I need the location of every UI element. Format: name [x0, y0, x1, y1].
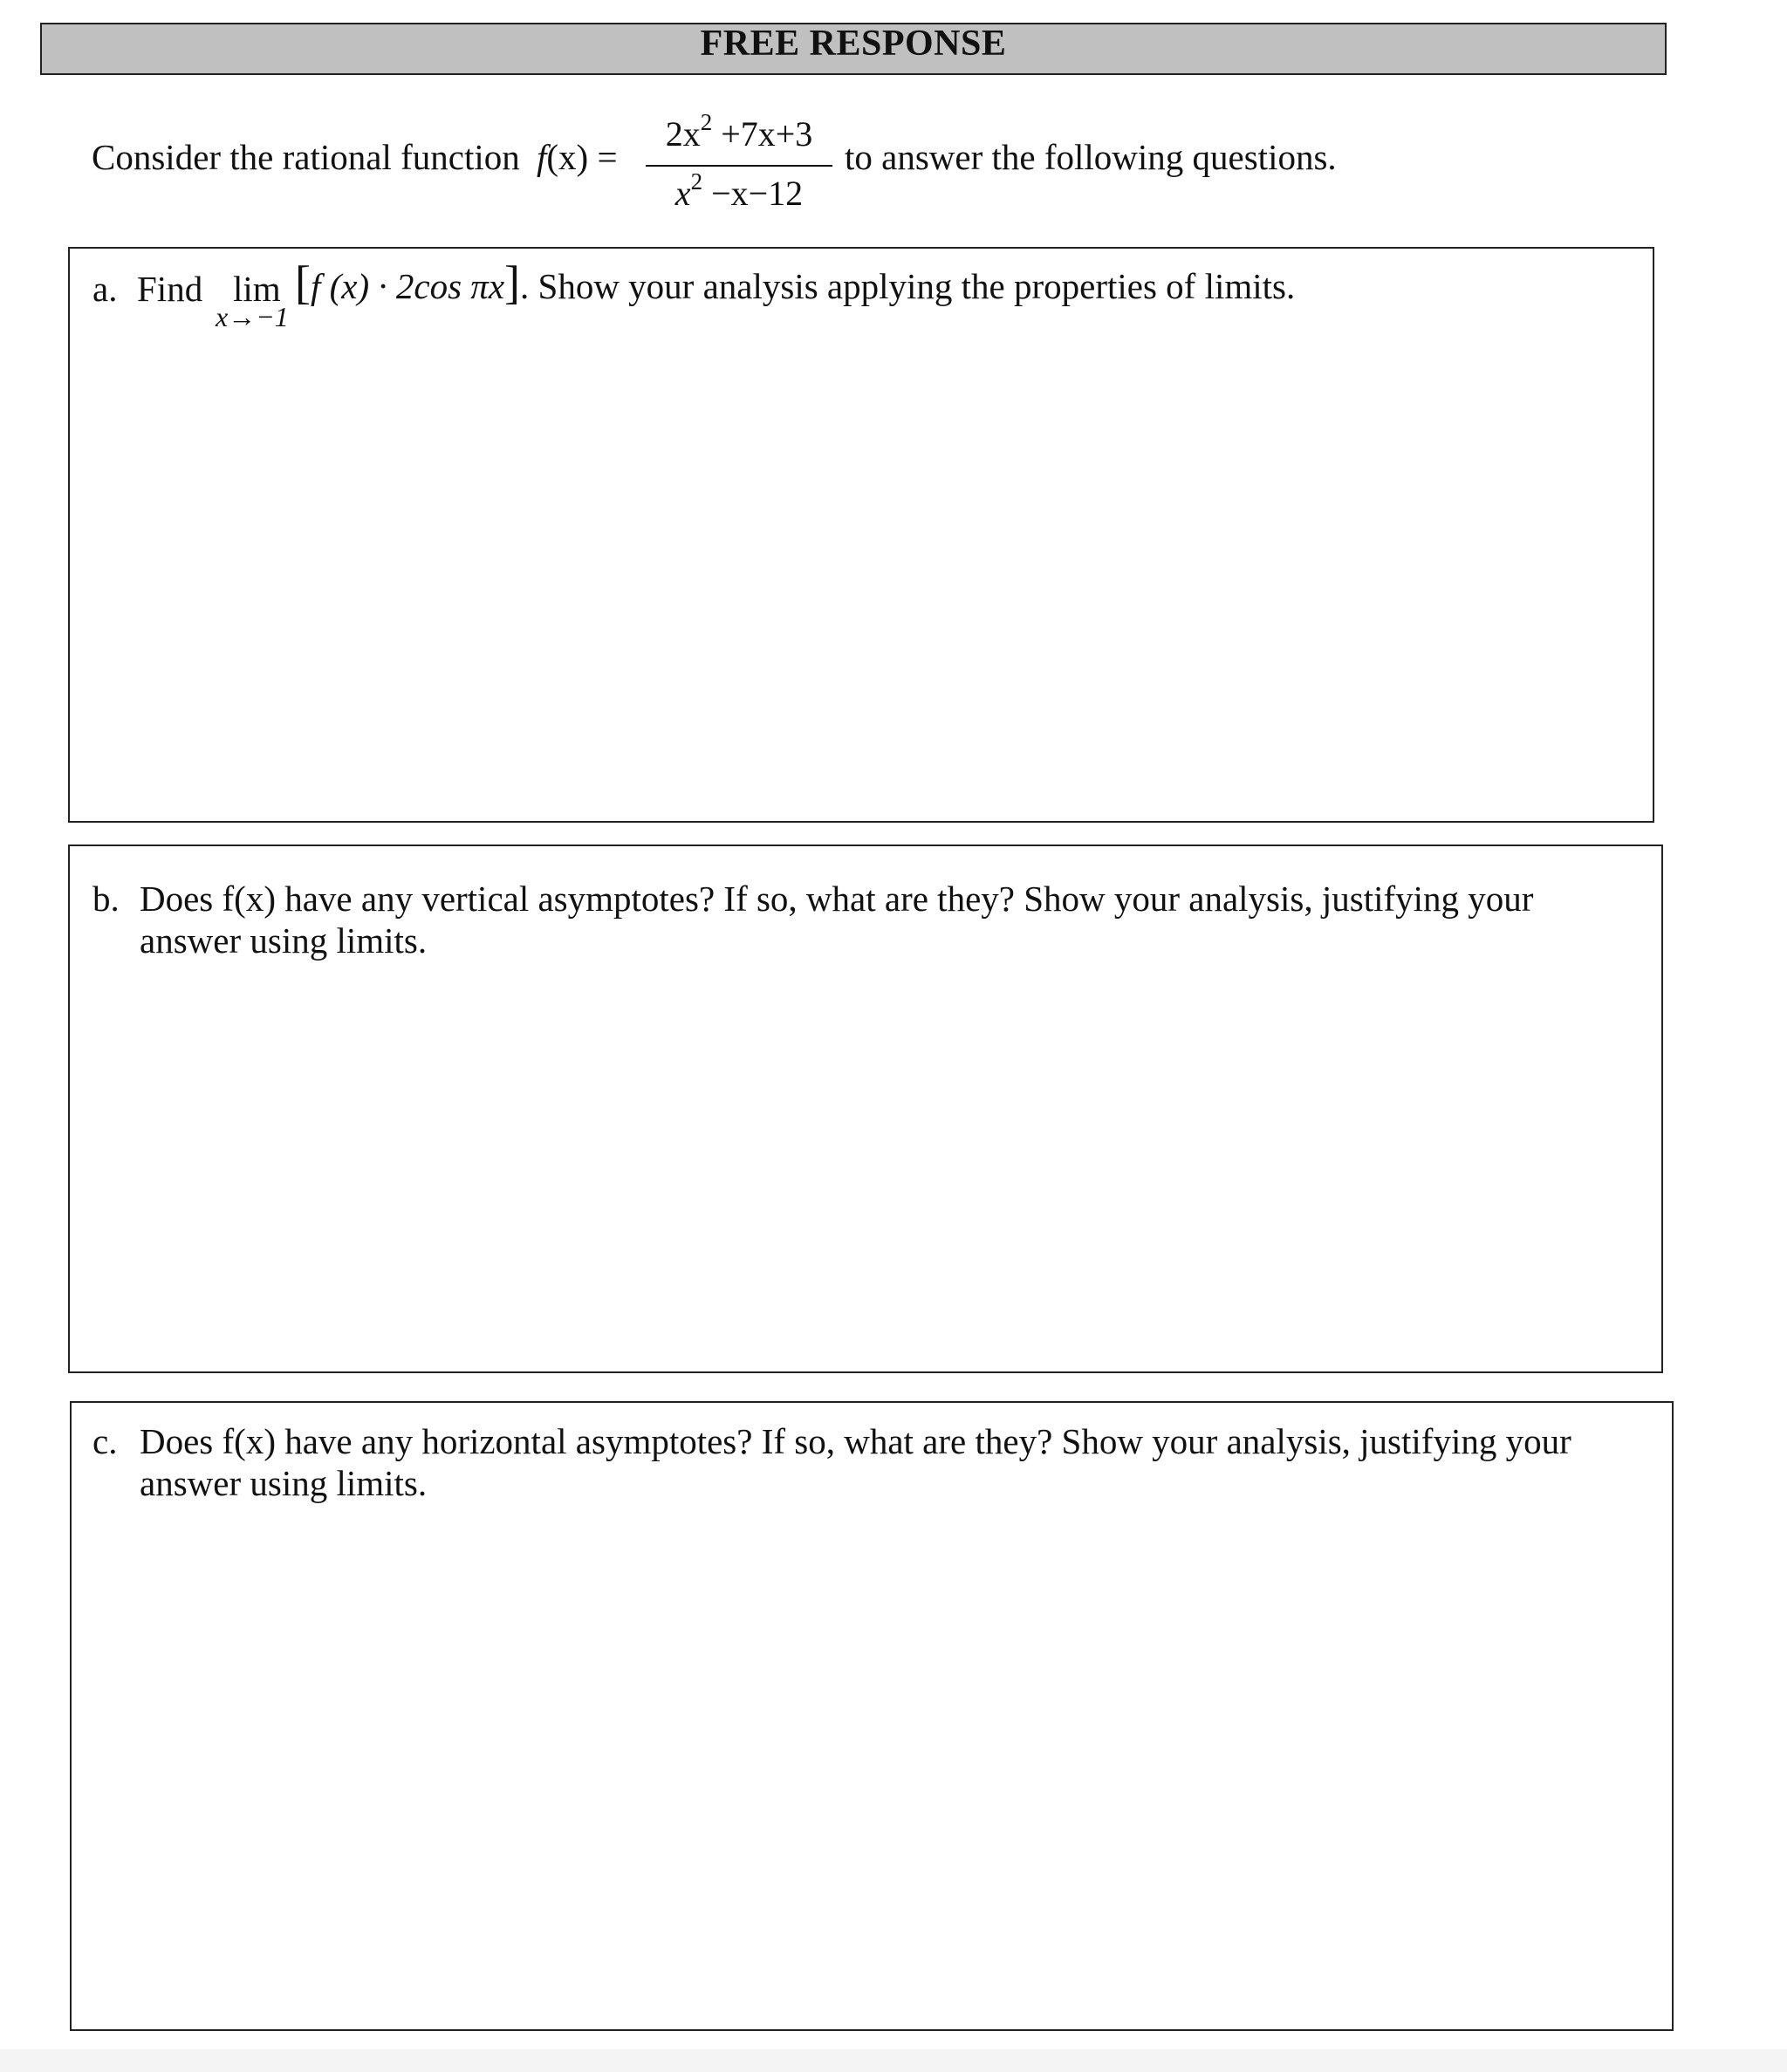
numerator-rest: +7x+3 [712, 114, 813, 154]
answer-box-a[interactable] [68, 247, 1654, 823]
section-title: FREE RESPONSE [700, 24, 1007, 64]
function-var: (x) [546, 137, 589, 177]
section-header [40, 23, 1667, 75]
equals-sign: = [597, 137, 618, 177]
function-label [537, 136, 618, 178]
question-c-line2: answer using limits. [140, 1463, 428, 1503]
page-footer-strip [0, 2049, 1787, 2072]
bracket-close: ] [504, 256, 521, 309]
answer-box-b[interactable] [68, 845, 1663, 1373]
question-a-label: a. [92, 269, 118, 309]
question-c-line1: Does f(x) have any horizontal asymptotes? If so, what are they? Show your analysis, justifying your [140, 1421, 1571, 1461]
question-c-label: c. [92, 1421, 118, 1461]
question-a-lead: Find [137, 269, 203, 309]
function-name: f [537, 137, 547, 177]
fraction-bar [646, 165, 832, 167]
numerator [644, 109, 834, 154]
denominator-exp: 2 [690, 168, 703, 195]
numerator-coef: 2x [665, 114, 701, 154]
numerator-exp: 2 [700, 109, 713, 135]
limit-subscript: x→−1 [216, 301, 289, 332]
bracket-open: [ [295, 256, 311, 309]
limit-inner: f (x) · 2cos πx [310, 266, 505, 306]
question-a-text: . Show your analysis applying the properties of limits. [520, 266, 1296, 306]
question-b-line2: answer using limits. [140, 920, 428, 961]
answer-box-c[interactable] [70, 1401, 1674, 2031]
limit-expression [295, 256, 1295, 310]
intro-tail: to answer the following questions. [845, 137, 1337, 177]
denominator-base: x [674, 174, 691, 213]
denominator [644, 168, 834, 214]
question-b-label: b. [92, 879, 120, 919]
limit-word: lim [233, 269, 281, 309]
intro-text [92, 136, 520, 178]
question-b-line1: Does f(x) have any vertical asymptotes? If so, what are they? Show your analysis, justifying your [140, 879, 1534, 919]
intro-lead: Consider the rational function [92, 137, 520, 177]
denominator-rest: −x−12 [702, 174, 804, 213]
